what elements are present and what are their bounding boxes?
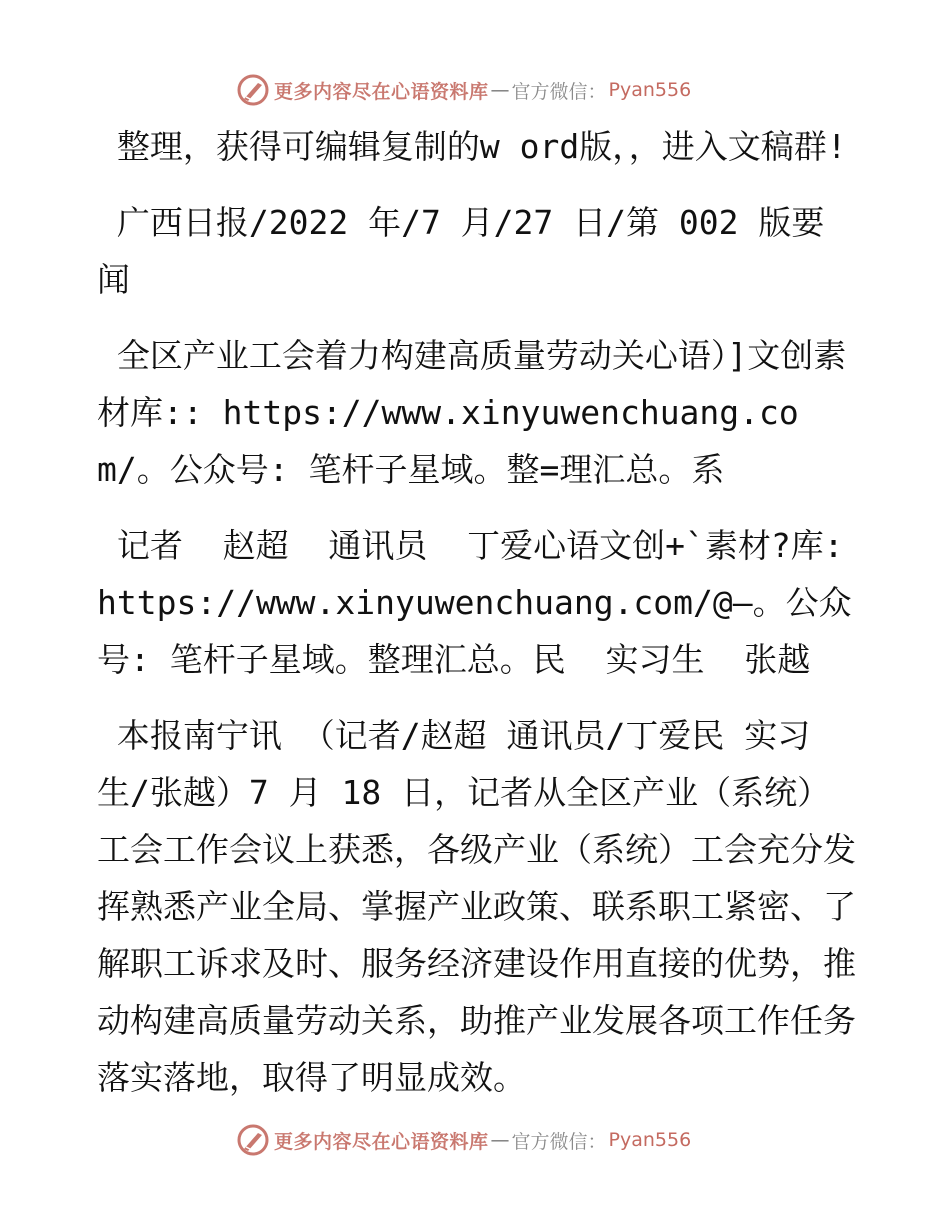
paragraph-intro: 整理，获得可编辑复制的w ord版，，进入文稿群! — [97, 127, 847, 166]
quill-logo-icon — [236, 1123, 270, 1157]
paragraph-source: 广西日报/2022 年/7 月/27 日/第 002 版要闻 — [97, 203, 825, 299]
watermark-label: 官方微信： — [511, 1130, 607, 1153]
watermark-dash: — — [490, 1129, 510, 1151]
watermark-wechat-id: Pyan556 — [608, 1129, 692, 1151]
paragraph-body: 本报南宁讯 （记者/赵超 通讯员/丁爱民 实习生/张越）7 月 18 日，记者从全区产业（系统）工会工作会议上获悉，各级产业（系统）工会充分发挥熟悉产业全局、掌握产业政策、联系职工紧密、了解职工诉求及时、服务经济建设作用直接的优势，推动构建高质量劳动关系，助推产业发展各项工作任务落实落地，取得了明显成效。 — [97, 716, 856, 1097]
watermark-label: 官方微信： — [511, 80, 607, 103]
quill-logo-icon — [236, 73, 270, 107]
header-watermark — [236, 73, 691, 107]
paragraph-byline: 记者 赵超 通讯员 丁爱心语文创+`素材?库: https://www.xinyuwenchuang.com/@—。公众号: 笔杆子星域。整理汇总。民 实习生 张越 — [97, 526, 864, 679]
document-body — [97, 118, 864, 1125]
watermark-text: 更多内容尽在心语资料库 — [274, 80, 489, 103]
watermark-dash: — — [490, 79, 510, 101]
paragraph-headline: 全区产业工会着力构建高质量劳动关心语）]文创素材库:: https://www.xinyuwenchuang.com/。公众号: 笔杆子星域。整=理汇总。系 — [97, 336, 847, 489]
footer-watermark — [236, 1123, 691, 1157]
watermark-wechat-id: Pyan556 — [608, 79, 692, 101]
watermark-text: 更多内容尽在心语资料库 — [274, 1130, 489, 1153]
